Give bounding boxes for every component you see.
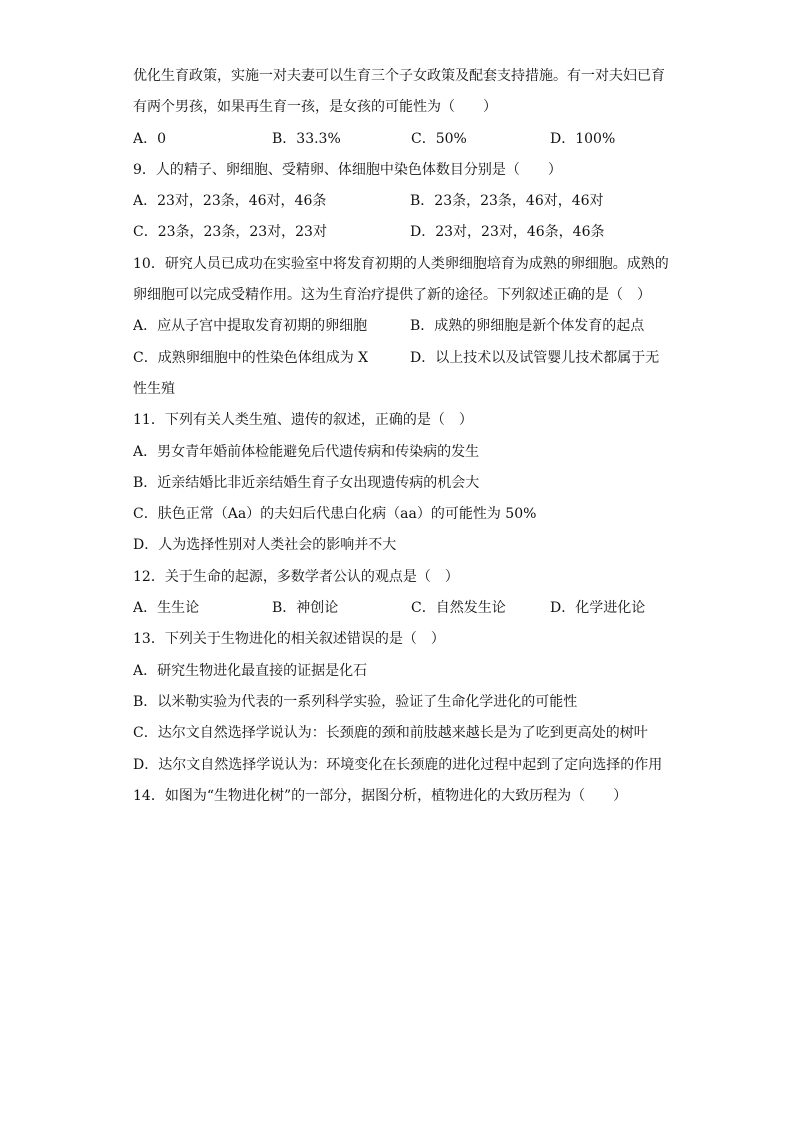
- q9-option-b: B．23条，23条，46对，46对: [410, 193, 604, 210]
- q13-option-b: B．以米勒实验为代表的一系列科学实验，验证了生命化学进化的可能性: [133, 693, 578, 710]
- q11-stem: 11．下列有关人类生殖、遗传的叙述，正确的是（ ）: [133, 412, 473, 429]
- q8-stem-line-2: 有两个男孩，如果再生育一孩，是女孩的可能性为（ ）: [133, 99, 497, 116]
- q13-option-d: D．达尔文自然选择学说认为：环境变化在长颈鹿的进化过程中起到了定向选择的作用: [133, 756, 663, 773]
- q12-option-a: A．生生论: [133, 600, 200, 617]
- q8-option-a: A．0: [133, 130, 167, 147]
- q12-stem: 12．关于生命的起源，多数学者公认的观点是（ ）: [133, 568, 459, 585]
- question-list: [133, 61, 673, 812]
- q14-stem: 14．如图为“生物进化树”的一部分，据图分析，植物进化的大致历程为（ ）: [133, 787, 628, 804]
- q9-options-row-1: [133, 186, 673, 217]
- q8-options: [133, 124, 673, 155]
- q12-option-d: D．化学进化论: [550, 600, 646, 617]
- q8-option-d: D．100%: [550, 130, 616, 147]
- q8-option-c: C．50%: [411, 130, 467, 147]
- q8-stem-line-1: 优化生育政策，实施一对夫妻可以生育三个子女政策及配套支持措施。有一对夫妇已育: [133, 68, 665, 84]
- q10-option-a: A．应从子宫中提取发育初期的卵细胞: [133, 318, 368, 335]
- q9-options-row-2: [133, 217, 673, 248]
- q9-option-d: D．23对，23对，46条，46条: [410, 224, 605, 241]
- q9-option-c: C．23条，23条，23对，23对: [133, 224, 327, 241]
- q11-option-c: C．肤色正常（Aa）的夫妇后代患白化病（aa）的可能性为 50%: [133, 506, 537, 523]
- q13-option-c: C．达尔文自然选择学说认为：长颈鹿的颈和前肢越来越长是为了吃到更高处的树叶: [133, 725, 648, 742]
- q10-option-c: C．成熟卵细胞中的性染色体组成为 X: [133, 349, 369, 366]
- q10-option-d: D．以上技术以及试管婴儿技术都属于无: [410, 349, 660, 366]
- q12-option-b: B．神创论: [272, 600, 339, 617]
- q9-option-a: A．23对，23条，46对，46条: [133, 193, 327, 210]
- q10-options-row-1: [133, 311, 673, 342]
- q8-option-b: B．33.3%: [272, 130, 341, 147]
- q11-option-b: B．近亲结婚比非近亲结婚生育子女出现遗传病的机会大: [133, 474, 480, 491]
- q10-option-b: B．成熟的卵细胞是新个体发育的起点: [410, 318, 645, 335]
- q9-stem: 9．人的精子、卵细胞、受精卵、体细胞中染色体数目分别是（ ）: [133, 161, 562, 178]
- q12-options: [133, 593, 673, 624]
- q11-option-a: A．男女青年婚前体检能避免后代遗传病和传染病的发生: [133, 443, 480, 460]
- q10-option-d-continuation: 性生殖: [133, 380, 175, 397]
- q11-option-d: D．人为选择性别对人类社会的影响并不大: [133, 537, 397, 554]
- q12-option-c: C．自然发生论: [411, 600, 506, 617]
- q10-stem-line-1: 10．研究人员已成功在实验室中将发育初期的人类卵细胞培育为成熟的卵细胞。成熟的: [133, 255, 669, 272]
- q13-stem: 13．下列关于生物进化的相关叙述错误的是（ ）: [133, 631, 445, 648]
- q10-options-row-2: [133, 343, 673, 374]
- q13-option-a: A．研究生物进化最直接的证据是化石: [133, 662, 368, 679]
- q10-stem-line-2: 卵细胞可以完成受精作用。这为生育治疗提供了新的途径。下列叙述正确的是（ ）: [133, 287, 651, 304]
